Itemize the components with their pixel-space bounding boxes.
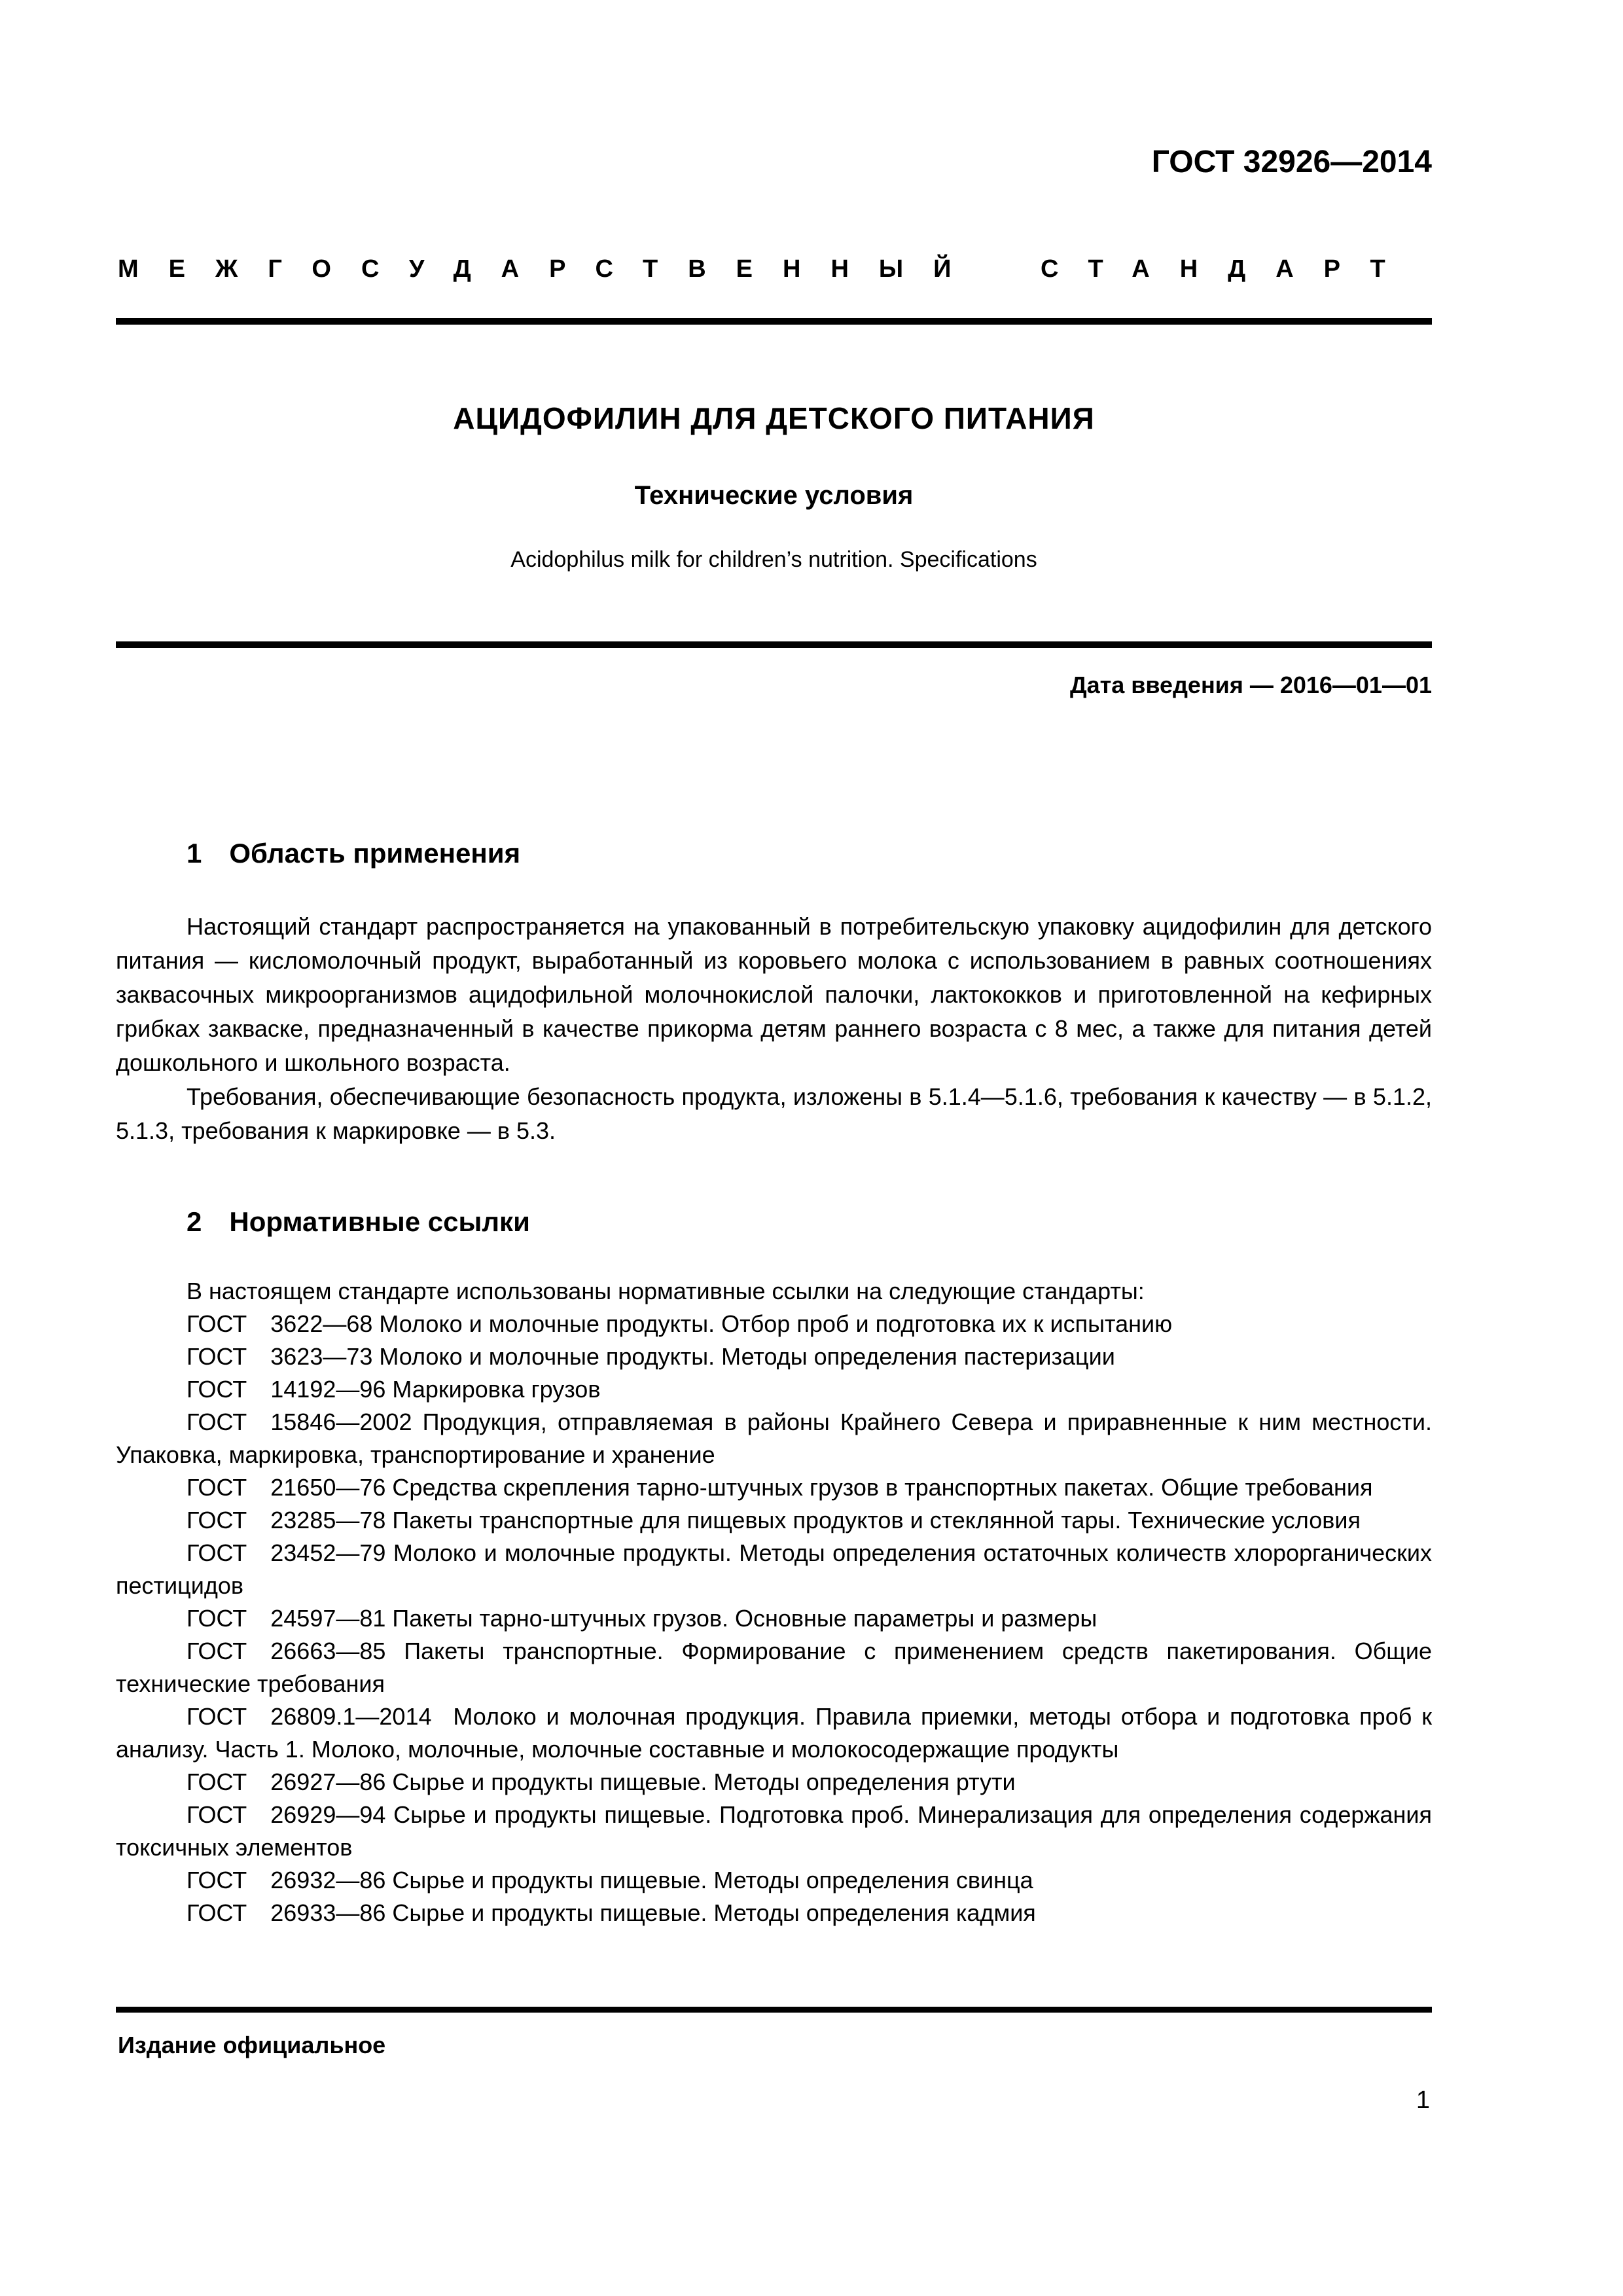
reference-item: ГОСТ 21650—76 Средства скрепления тарно-штучных грузов в транспортных пакетах. Общие требования xyxy=(187,1474,1373,1501)
subtitle-russian: Технические условия xyxy=(634,481,914,510)
title-russian: АЦИДОФИЛИН ДЛЯ ДЕТСКОГО ПИТАНИЯ xyxy=(453,401,1095,435)
section-2-body xyxy=(116,1275,1432,1929)
paragraph: Требования, обеспечивающие безопасность продукта, изложены в 5.1.4—5.1.6, требования к качеству — в 5.1.2, 5.1.3, требования к маркировке — в 5.3. xyxy=(116,1083,1432,1144)
section-2-heading: 2 Нормативные ссылки xyxy=(187,1206,530,1237)
reference-item: ГОСТ 3622—68 Молоко и молочные продукты. Отбор проб и подготовка их к испытанию xyxy=(187,1310,1173,1337)
horizontal-rule-middle xyxy=(116,641,1432,648)
section-1-body xyxy=(116,910,1432,1148)
reference-item: ГОСТ 3623—73 Молоко и молочные продукты. Методы определения пастеризации xyxy=(187,1343,1115,1370)
page-number: 1 xyxy=(1416,2087,1430,2114)
paragraph: Настоящий стандарт распространяется на упакованный в потребительскую упаковку ацидофилин для детского питания — кисломолочный продукт, выработанный из коровьего молока с использованием в равных соотношениях заквасочных микроорганизмов ацидофильной молочнокислой палочки, лактококков и приготовленной на кефирных грибках закваске, предназначенный в качестве прикорма детям раннего возраста с 8 мес, а также для питания детей дошкольного и школьного возраста. xyxy=(116,913,1432,1076)
edition-note: Издание официальное xyxy=(118,2032,386,2058)
references-intro: В настоящем стандарте использованы нормативные ссылки на следующие стандарты: xyxy=(187,1278,1145,1304)
effective-date: Дата введения — 2016—01—01 xyxy=(1069,672,1432,698)
reference-item: ГОСТ 26929—94 Сырье и продукты пищевые. Подготовка проб. Минерализация для определения содержания токсичных элементов xyxy=(116,1801,1432,1861)
standard-type-banner: МЕЖГОСУДАРСТВЕННЫЙ СТАНДАРТ xyxy=(118,255,1416,283)
reference-item: ГОСТ 14192—96 Маркировка грузов xyxy=(187,1376,601,1403)
horizontal-rule-top xyxy=(116,318,1432,325)
reference-item: ГОСТ 23285—78 Пакеты транспортные для пищевых продуктов и стеклянной тары. Технические условия xyxy=(187,1507,1361,1534)
reference-item: ГОСТ 24597—81 Пакеты тарно-штучных грузов. Основные параметры и размеры xyxy=(187,1605,1097,1632)
section-1-heading: 1 Область применения xyxy=(187,838,521,869)
reference-item: ГОСТ 15846—2002 Продукция, отправляемая в районы Крайнего Севера и приравненные к ним местности. Упаковка, маркировка, транспортирование и хранение xyxy=(116,1408,1432,1468)
horizontal-rule-bottom xyxy=(116,2007,1432,2013)
reference-item: ГОСТ 26663—85 Пакеты транспортные. Формирование с применением средств пакетирования. Общие технические требования xyxy=(116,1638,1432,1697)
reference-item: ГОСТ 26933—86 Сырье и продукты пищевые. Методы определения кадмия xyxy=(187,1899,1036,1926)
reference-item: ГОСТ 26927—86 Сырье и продукты пищевые. Методы определения ртути xyxy=(187,1768,1016,1795)
reference-item: ГОСТ 26809.1—2014 Молоко и молочная продукция. Правила приемки, методы отбора и подготовка проб к анализу. Часть 1. Молоко, молочные, молочные составные и молокосодержащие продукты xyxy=(116,1703,1432,1763)
reference-item: ГОСТ 26932—86 Сырье и продукты пищевые. Методы определения свинца xyxy=(187,1867,1033,1893)
reference-item: ГОСТ 23452—79 Молоко и молочные продукты. Методы определения остаточных количеств хлорорганических пестицидов xyxy=(116,1539,1432,1599)
doc-number: ГОСТ 32926—2014 xyxy=(1151,145,1432,179)
title-english: Acidophilus milk for children’s nutrition. Specifications xyxy=(510,547,1037,572)
